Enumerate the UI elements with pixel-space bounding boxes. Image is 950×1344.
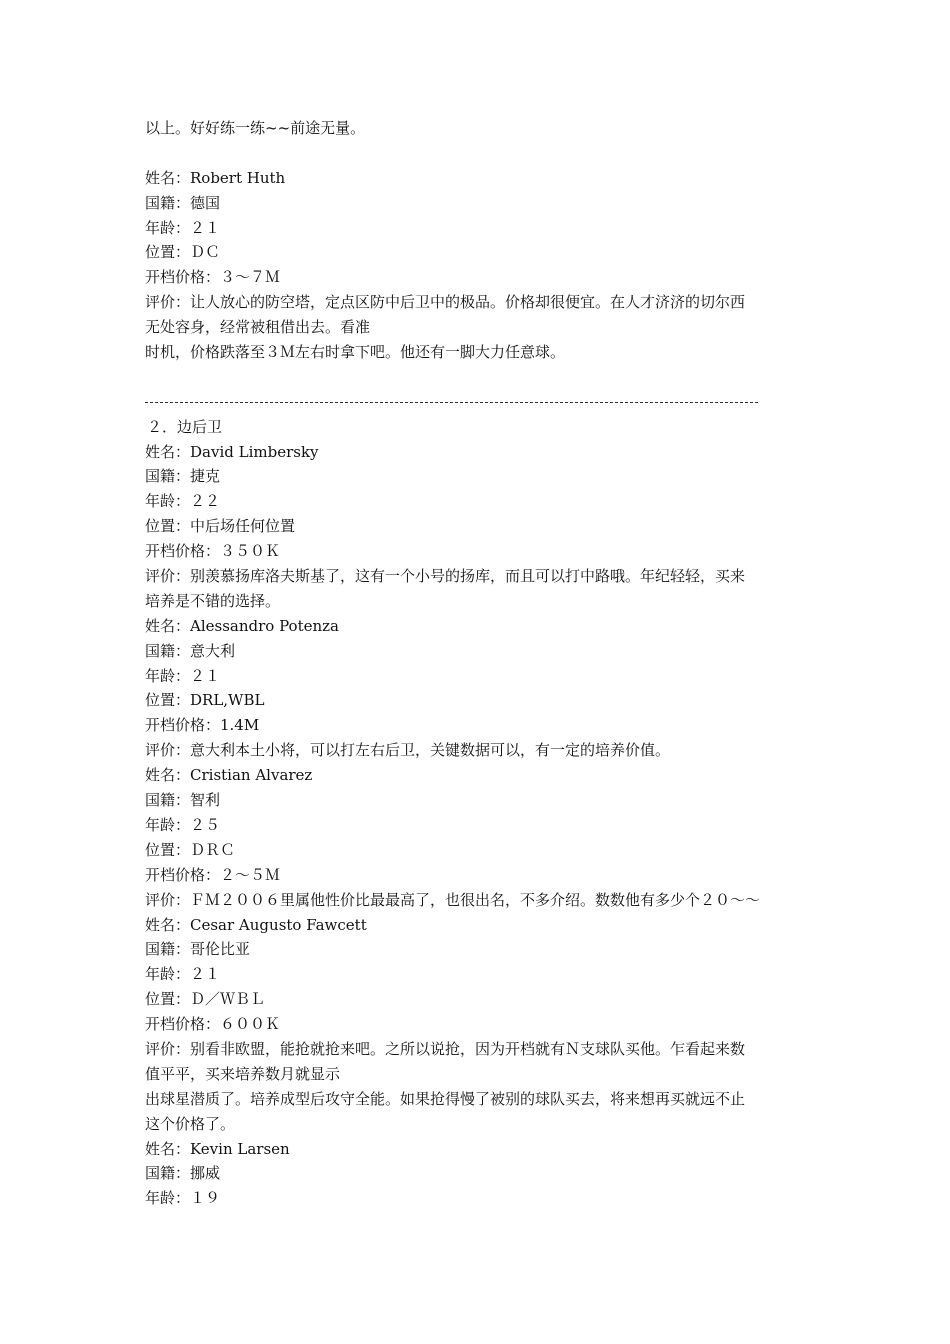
player-review: 无处容身，经常被租借出去。看准: [145, 318, 371, 337]
player-age: 年龄：２１: [145, 965, 221, 984]
player-nationality: 国籍：捷克: [145, 467, 221, 486]
player-position: 位置：Ｄ／ＷＢＬ: [145, 990, 266, 1009]
player-review: 评价：别羡慕扬库洛夫斯基了，这有一个小号的扬库，而且可以打中路哦。年纪轻轻，买来: [145, 567, 746, 586]
player-review: 评价：意大利本土小将，可以打左右后卫，关键数据可以，有一定的培养价值。: [145, 741, 671, 760]
player-review: 评价：让人放心的防空塔，定点区防中后卫中的极品。价格却很便宜。在人才济济的切尔西: [145, 293, 746, 312]
player-price: 开档价格：６００Ｋ: [145, 1015, 281, 1034]
player-age: 年龄：２１: [145, 218, 221, 237]
player-position: 位置：ＤＣ: [145, 243, 221, 262]
player-review: 值平平，买来培养数月就显示: [145, 1064, 341, 1083]
section-title: ２．边后卫: [147, 417, 223, 436]
player-list: [145, 440, 810, 1212]
player-name: 姓名：Robert Huth: [145, 168, 286, 187]
player-age: 年龄：２１: [145, 666, 221, 685]
player-name: 姓名：Alessandro Potenza: [145, 616, 340, 635]
player-nationality: 国籍：智利: [145, 791, 221, 810]
player-name: 姓名：Kevin Larsen: [145, 1139, 290, 1158]
player-review: 评价：ＦＭ２００６里属他性价比最最高了，也很出名，不多介绍。数数他有多少个２０～～: [145, 890, 761, 909]
blank-line: [145, 365, 810, 390]
player-nationality: 国籍：哥伦比亚: [145, 940, 251, 959]
player-review: 评价：别看非欧盟，能抢就抢来吧。之所以说抢，因为开档就有Ｎ支球队买他。乍看起来数: [145, 1039, 746, 1058]
player-position: 位置：中后场任何位置: [145, 517, 296, 536]
player-review: 培养是不错的选择。: [145, 591, 281, 610]
player-age: 年龄：２５: [145, 815, 221, 834]
player-price: 开档价格：２～５Ｍ: [145, 865, 281, 884]
blank-line: [145, 141, 810, 166]
player-entry: [145, 614, 810, 763]
player-entry: [145, 763, 810, 912]
player-review: 出球星潜质了。培养成型后攻守全能。如果抢得慢了被别的球队买去，将来想再买就远不止: [145, 1089, 746, 1108]
player-nationality: 国籍：德国: [145, 193, 221, 212]
player-review: 这个价格了。: [145, 1114, 236, 1133]
player-entry: [145, 913, 810, 1137]
player-price: 开档价格：1.4M: [145, 716, 260, 735]
player-entry-huth: [145, 166, 810, 365]
separator-text: [145, 390, 758, 415]
player-age: 年龄：２２: [145, 492, 221, 511]
player-entry: [145, 440, 810, 614]
player-nationality: 国籍：意大利: [145, 641, 236, 660]
player-name: 姓名：Cristian Alvarez: [145, 766, 313, 785]
player-age: 年龄：１９: [145, 1189, 221, 1208]
player-price: 开档价格：３～７Ｍ: [145, 268, 281, 287]
player-name: 姓名：Cesar Augusto Fawcett: [145, 915, 367, 934]
player-price: 开档价格：３５０Ｋ: [145, 542, 281, 561]
intro-line: 以上。好好练一练~~前途无量。: [145, 119, 366, 137]
player-position: 位置：DRL,WBL: [145, 691, 265, 710]
player-entry: [145, 1137, 810, 1212]
player-review: 时机，价格跌落至３Ｍ左右时拿下吧。他还有一脚大力任意球。: [145, 343, 566, 362]
document-page: [145, 116, 810, 1211]
player-name: 姓名：David Limbersky: [145, 442, 319, 461]
player-position: 位置：ＤＲＣ: [145, 840, 236, 859]
section-separator: [145, 390, 810, 415]
player-nationality: 国籍：挪威: [145, 1164, 221, 1183]
